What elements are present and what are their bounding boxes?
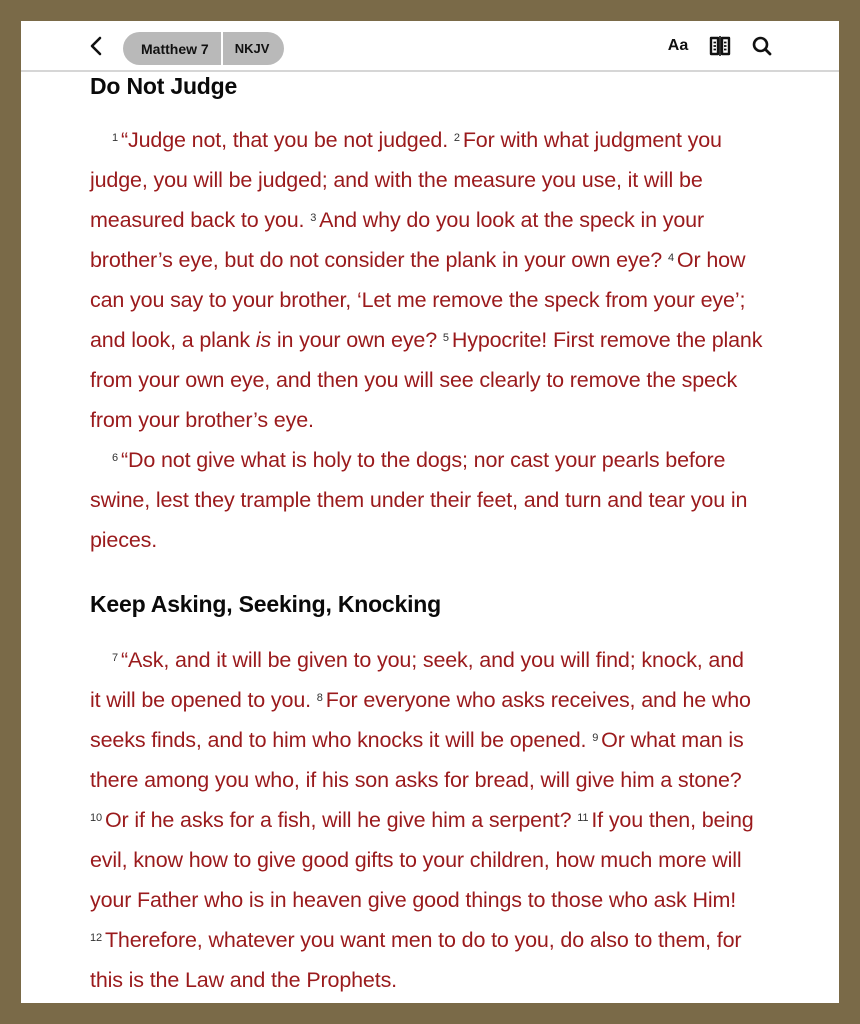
verse-text[interactable]: Or how (676, 248, 746, 272)
paragraph (90, 640, 790, 1000)
verse-text[interactable]: Or if he asks for a fish, will he give him a serpent? (104, 808, 578, 832)
text-line (90, 960, 790, 1000)
text-line (90, 840, 790, 880)
verse-text[interactable]: brother’s eye, but do not consider the plank in your own eye? (90, 248, 668, 272)
verse-number[interactable]: 4 (667, 252, 674, 264)
verse-number[interactable]: 10 (90, 812, 102, 824)
verse-text[interactable]: evil, know how to give good gifts to your children, how much more will (90, 848, 742, 872)
verse-number[interactable]: 5 (442, 332, 449, 344)
verse-text[interactable]: from your own eye, and then you will see clearly to remove the speck (90, 368, 738, 392)
paragraph (90, 120, 790, 440)
verse-text[interactable]: and look, a plank (90, 328, 256, 352)
verse-text[interactable]: this is the Law and the Prophets. (90, 968, 397, 992)
verse-text[interactable]: in your own eye? (271, 328, 443, 352)
text-line (90, 200, 790, 240)
passage-selector (123, 32, 284, 65)
text-line (90, 880, 790, 920)
text-line (90, 240, 790, 280)
verse-text[interactable]: pieces. (90, 528, 158, 552)
top-navigation-bar (21, 21, 839, 72)
verse-text[interactable]: judge, you will be judged; and with the measure you use, it will be (90, 168, 703, 192)
paragraph (90, 440, 790, 560)
text-line (90, 160, 790, 200)
search-button[interactable] (750, 33, 774, 59)
verse-text[interactable]: measured back to you. (90, 208, 311, 232)
section-heading: Do Not Judge (90, 73, 238, 99)
book-chapter-button[interactable]: Matthew 7 (123, 32, 221, 65)
text-line (90, 640, 790, 680)
verse-text[interactable]: Therefore, whatever you want men to do to you, do also to them, for (104, 928, 742, 952)
verse-text[interactable]: If you then, being (591, 808, 754, 832)
verse-text[interactable]: “Do not give what is holy to the dogs; nor cast your pearls before (120, 448, 726, 472)
verse-text[interactable]: For everyone who asks receives, and he who (325, 688, 751, 712)
text-line (90, 280, 790, 320)
verse-text[interactable]: from your brother’s eye. (90, 408, 314, 432)
verse-number[interactable]: 9 (592, 732, 599, 744)
text-line (90, 680, 790, 720)
text-line (90, 120, 790, 160)
verse-text[interactable]: And why do you look at the speck in your (319, 208, 704, 232)
verse-text[interactable]: it will be opened to you. (90, 688, 317, 712)
verse-text[interactable]: “Judge not, that you be not judged. (120, 128, 454, 152)
text-line (90, 400, 790, 440)
text-line (90, 360, 790, 400)
back-button[interactable] (87, 35, 107, 57)
verse-number[interactable]: 1 (112, 132, 118, 144)
parallel-view-button[interactable] (707, 33, 733, 59)
verse-text[interactable]: “Ask, and it will be given to you; seek, and you will find; knock, and (120, 648, 744, 672)
text-line (90, 760, 790, 800)
text-line (90, 480, 790, 520)
bible-reader-page (21, 21, 839, 1003)
section-heading: Keep Asking, Seeking, Knocking (90, 591, 442, 617)
verse-number[interactable]: 3 (310, 212, 317, 224)
text-line (90, 520, 790, 560)
search-icon (751, 35, 773, 57)
text-line (90, 920, 790, 960)
parallel-book-icon (708, 35, 732, 57)
text-line (90, 720, 790, 760)
font-settings-button[interactable]: Aa (667, 37, 689, 54)
verse-text[interactable]: seeks finds, and to him who knocks it will be opened. (90, 728, 593, 752)
text-line (90, 320, 790, 360)
verse-text[interactable]: Or what man is (601, 728, 744, 752)
verse-number[interactable]: 12 (90, 932, 102, 944)
verse-text[interactable]: your Father who is in heaven give good things to those who ask Him! (90, 888, 737, 912)
verse-text[interactable]: can you say to your brother, ‘Let me remove the speck from your eye’; (90, 288, 746, 312)
verse-number[interactable]: 6 (112, 452, 118, 464)
verse-number[interactable]: 2 (453, 132, 460, 144)
italic-text: is (255, 328, 272, 352)
verse-text[interactable]: Hypocrite! First remove the plank (451, 328, 763, 352)
verse-text[interactable]: For with what judgment you (462, 128, 722, 152)
text-line (90, 800, 790, 840)
verse-text[interactable]: there among you who, if his son asks for bread, will give him a stone? (90, 768, 742, 792)
verse-number[interactable]: 11 (577, 812, 589, 824)
verse-number[interactable]: 8 (316, 692, 323, 704)
version-button[interactable]: NKJV (223, 32, 285, 65)
verse-text[interactable]: swine, lest they trample them under their feet, and turn and tear you in (90, 488, 748, 512)
verse-number[interactable]: 7 (112, 652, 118, 664)
text-line (90, 440, 790, 480)
chevron-left-icon (87, 35, 107, 57)
